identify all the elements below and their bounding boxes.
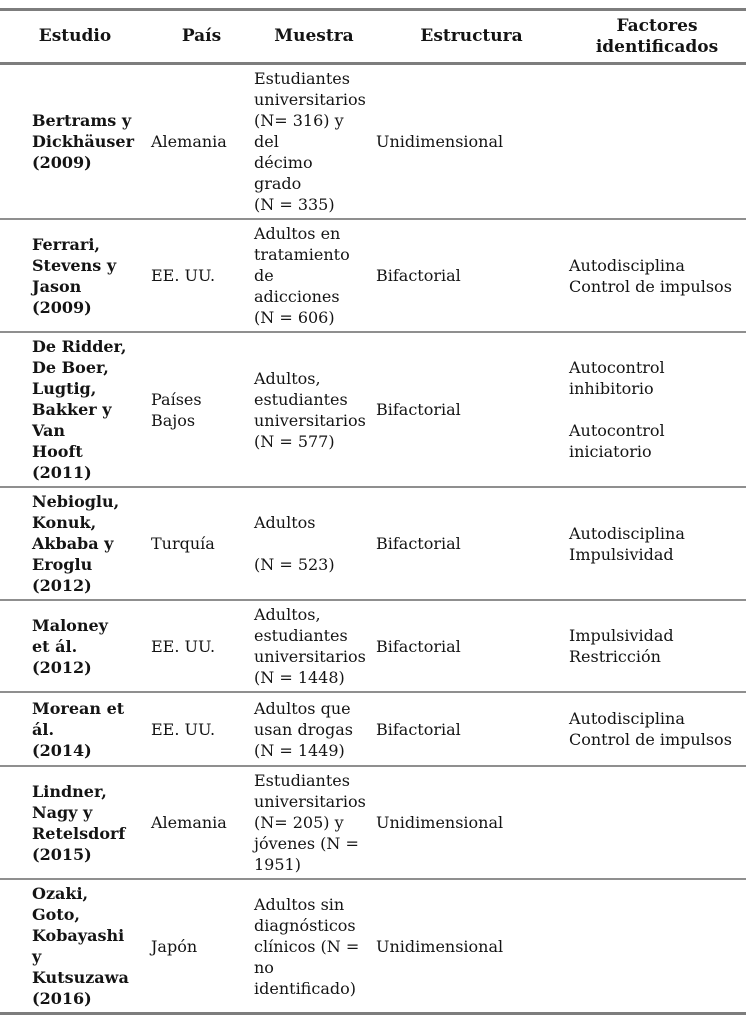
table-row [0,219,746,332]
table-row [0,64,746,220]
pais-cell: EE. UU. [151,266,216,285]
estructura-cell: Unidimensional [376,813,504,832]
estudio-cell: Morean et ál. (2014) [32,698,125,760]
estructura-cell: Unidimensional [376,132,504,151]
pais-cell: Países Bajos [151,389,202,430]
factores-cell: Autocontrol inhibitorio Autocontrol iniciatorio [569,358,665,461]
muestra-cell: Adultos, estudiantes universitarios (N = 577) [254,368,366,451]
factores-cell [568,64,746,220]
table-row [0,879,746,1014]
estudio-cell: Maloney et ál. (2012) [32,615,108,677]
table-row [0,332,746,487]
table-row [0,692,746,766]
estructura-cell: Bifactorial [376,534,461,553]
table-row [0,487,746,600]
muestra-cell: Adultos en tratamiento de adicciones (N = 606) [254,224,350,327]
pais-cell: Japón [151,936,198,956]
pais-cell: Alemania [151,132,227,151]
factores-cell: Autodisciplina Control de impulsos [569,709,732,749]
estructura-cell: Bifactorial [376,719,461,739]
pais-cell: EE. UU. [151,636,216,656]
muestra-cell: Adultos que usan drogas (N = 1449) [254,698,353,760]
muestra-cell: Adultos (N = 523) [254,513,335,574]
header-estudio: Estudio [0,10,150,64]
estructura-cell: Bifactorial [376,636,461,656]
table-row [0,766,746,879]
header-row [0,10,746,64]
pais-cell: Alemania [151,813,227,832]
estudio-cell: Ozaki, Goto, Kobayashi y Kutsuzawa (2016) [32,884,129,1008]
estudio-cell: De Ridder, De Boer, Lugtig, Bakker y Van Hooft (2011) [32,337,127,482]
pais-cell: Turquía [151,534,215,553]
estudio-cell: Ferrari, Stevens y Jason (2009) [32,234,117,317]
table-body [0,64,746,1014]
factores-cell [568,766,746,879]
factores-cell: Impulsividad Restricción [569,626,674,666]
header-estructura: Estructura [375,10,568,64]
estructura-cell: Unidimensional [376,936,504,956]
table-row [0,600,746,692]
studies-table [0,8,746,1015]
muestra-cell: Adultos, estudiantes universitarios (N = 1448) [254,605,366,687]
factores-cell: Autodisciplina Control de impulsos [569,255,732,296]
estructura-cell: Bifactorial [376,400,461,419]
estudio-cell: Nebioglu, Konuk, Akbaba y Eroglu (2012) [32,492,120,595]
estructura-cell: Bifactorial [376,266,461,285]
header-factores: Factores identificados [568,10,746,64]
factores-cell [568,879,746,1014]
factores-cell: Autodisciplina Impulsividad [569,523,685,564]
pais-cell: EE. UU. [151,719,216,739]
muestra-cell: Estudiantes universitarios (N= 205) y jóvenes (N = 1951) [254,771,366,874]
muestra-cell: Adultos sin diagnósticos clínicos (N = no identificado) [254,894,360,998]
estudio-cell: Bertrams y Dickhäuser (2009) [32,111,135,172]
table-header [0,10,746,64]
header-pais: País [150,10,253,64]
estudio-cell: Lindner, Nagy y Retelsdorf (2015) [32,781,126,864]
muestra-cell: Estudiantes universitarios (N= 316) y del décimo grado (N = 335) [254,69,366,214]
header-muestra: Muestra [253,10,375,64]
